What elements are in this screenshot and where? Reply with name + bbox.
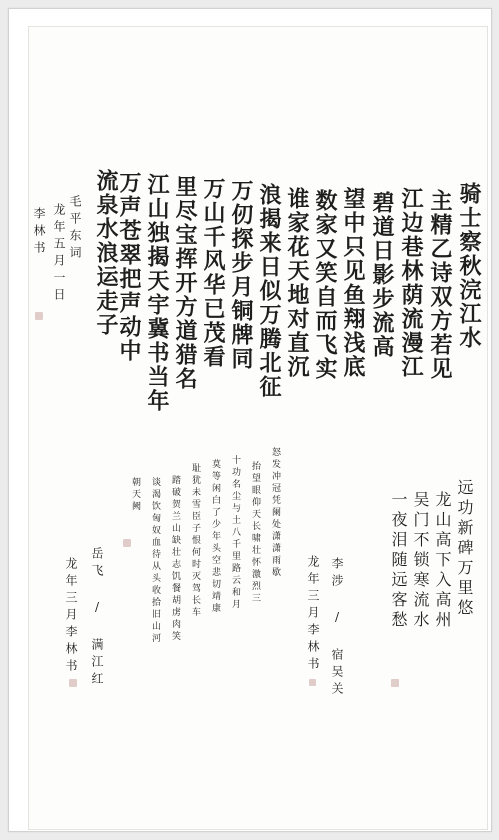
poem-bottom-line-2: 抬望眼仰天长啸壮怀激烈三 — [250, 461, 260, 605]
poem-top-signature-title: 毛平东词 — [68, 195, 82, 263]
poem-bottom-line-6: 踏破贺兰山缺壮志饥餐胡虏肉笑 — [170, 475, 180, 643]
poem-mid-line-3: 吴门不锁寒流水 — [411, 491, 430, 631]
poem-top-signature-date: 龙年五月一日 — [52, 203, 66, 305]
poem-top-line-7: 谁家花天地对直沉 — [284, 187, 310, 379]
seal-stamp-bottom — [123, 539, 131, 547]
seal-stamp-middle-2 — [309, 679, 316, 686]
poem-top-line-12: 江山独揭天宇冀书当年 — [144, 173, 170, 413]
poem-bottom-line-5: 耻犹未雪臣子恨何时灭驾长车 — [190, 463, 200, 619]
poem-mid-line-4: 一夜泪随远客愁 — [389, 491, 408, 631]
poem-top-line-14: 流泉水浪运走子 — [93, 169, 119, 337]
poem-top-line-9: 万仞探步月铜牌同 — [228, 179, 254, 371]
poem-top-line-1: 骑士察秋浣江水 — [456, 182, 482, 350]
poem-top-line-3: 江边巷林荫流漫江 — [398, 187, 424, 379]
poem-mid-signature-author: 李涉 / 宿吴关 — [330, 557, 344, 699]
calligraphy-panel — [28, 26, 488, 830]
poem-bottom-line-8: 朝天阙 — [130, 477, 140, 513]
poem-bottom-line-7: 谈渴饮匈奴血待从头收拾旧山河 — [150, 477, 160, 645]
poem-top-line-5: 望中只见鱼翔浅底 — [340, 187, 366, 379]
poem-top-line-11: 里尽宝挥开方道猎名 — [172, 175, 198, 391]
poem-top-line-13: 万声苍翠把声动中 — [116, 171, 142, 363]
scroll-frame — [8, 8, 492, 832]
poem-top-line-6: 数家又笑自而飞实 — [312, 189, 338, 381]
poem-mid-line-1: 远功新碑万里悠 — [455, 479, 474, 619]
poem-bottom-signature-author: 岳飞 / 满江红 — [90, 547, 104, 689]
poem-bottom-signature-date: 龙年三月李林书 — [64, 557, 78, 676]
seal-stamp-middle — [391, 679, 399, 687]
poem-top-line-10: 万山千风华已茂看 — [200, 177, 226, 369]
poem-bottom-line-4: 莫等闲白了少年头空悲切靖康 — [210, 459, 220, 615]
poem-bottom-line-3: 十功名尘与土八千里路云和月 — [230, 455, 240, 611]
poem-mid-signature-date: 龙年三月李林书 — [306, 555, 320, 674]
poem-top-line-8: 浪揭来日似万腾北征 — [256, 183, 282, 399]
poem-top-signature-calligrapher: 李林书 — [32, 207, 46, 258]
seal-stamp-bottom-2 — [69, 679, 77, 687]
seal-stamp-top — [35, 312, 43, 320]
poem-bottom-line-1: 怒发冲冠凭阑处潇潇雨歇 — [270, 447, 280, 579]
poem-mid-line-2: 龙山高下入高州 — [433, 491, 452, 631]
poem-top-line-2: 主精乙诗双方若见 — [427, 189, 453, 381]
poem-top-line-4: 碧道日影步流高 — [369, 191, 395, 359]
